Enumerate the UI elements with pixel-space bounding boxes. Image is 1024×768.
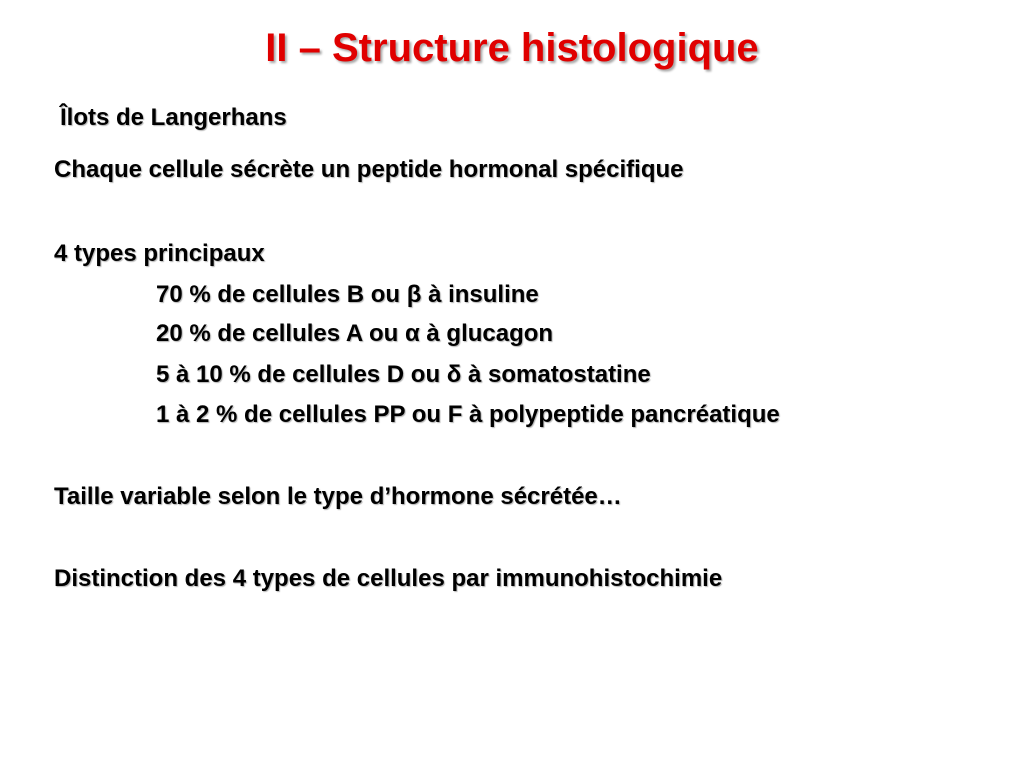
list-item-type-a: 20 % de cellules A ou α à glucagon	[156, 320, 554, 347]
list-item-type-b: 70 % de cellules B ou β à insuline	[156, 281, 539, 308]
intro-line: Chaque cellule sécrète un peptide hormonal spécifique	[54, 156, 684, 183]
slide-title: II – Structure histologique	[265, 26, 759, 70]
list-item-type-d: 5 à 10 % de cellules D ou δ à somatostatine	[156, 361, 651, 388]
distinction-line: Distinction des 4 types de cellules par immunohistochimie	[54, 565, 723, 592]
size-note-line: Taille variable selon le type d’hormone sécrétée…	[54, 483, 622, 510]
slide-subtitle: Îlots de Langerhans	[60, 104, 287, 131]
types-heading: 4 types principaux	[54, 240, 265, 267]
list-item-type-pp: 1 à 2 % de cellules PP ou F à polypeptide pancréatique	[156, 401, 780, 428]
